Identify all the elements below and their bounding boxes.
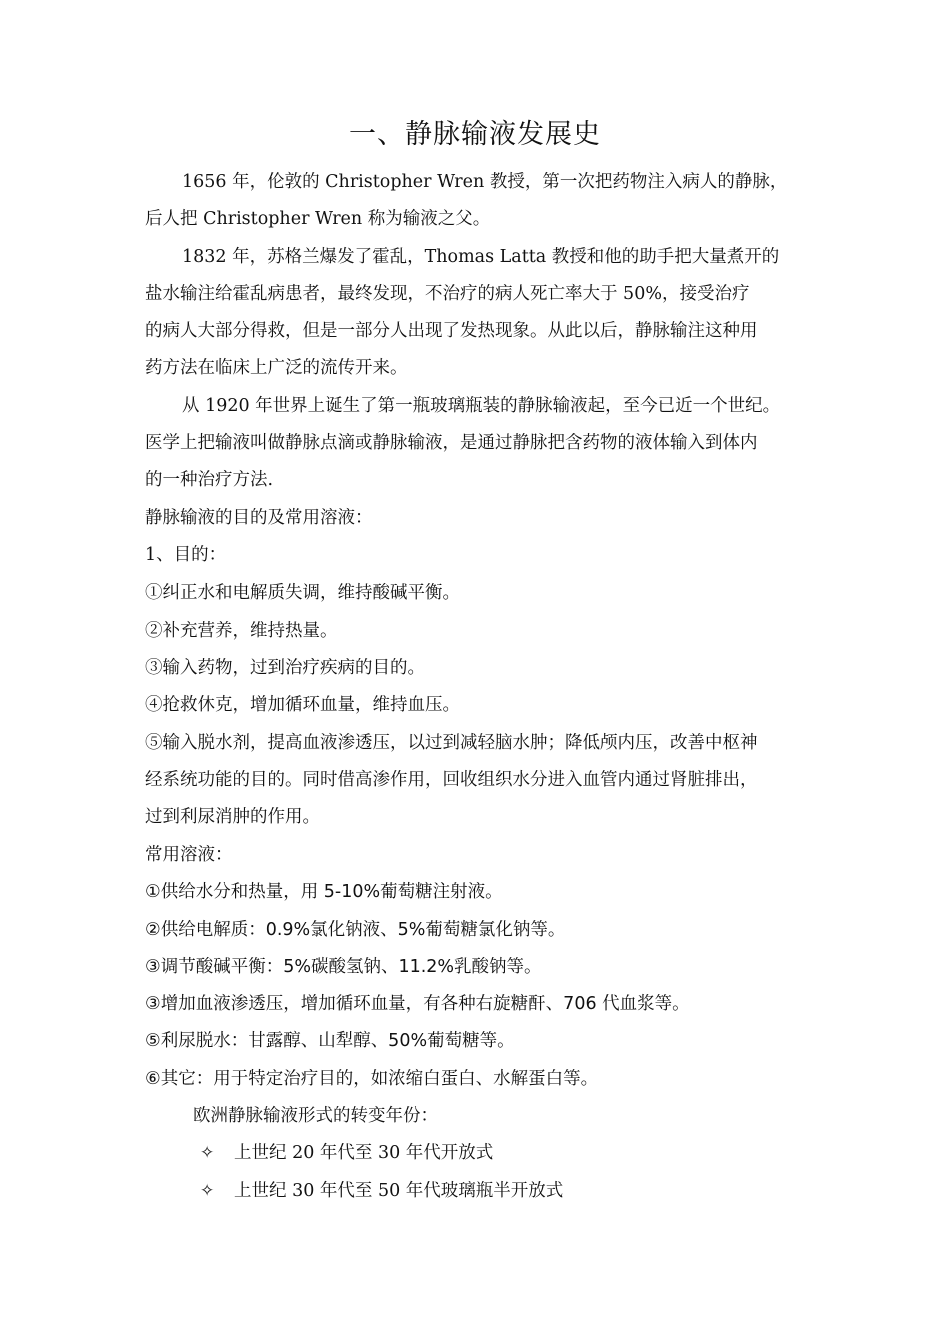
history-paragraph-1-line-2: 后人把 Christopher Wren 称为输液之父。: [145, 209, 491, 229]
purpose-item-5-line-2: 经系统功能的目的。同时借高渗作用，回收组织水分进入血管内通过肾脏排出，: [145, 770, 758, 790]
europe-list-item-1: [200, 1141, 493, 1165]
history-paragraph-2-line-2: 盐水输注给霍乱病患者，最终发现，不治疗的病人死亡率大于 50%，接受治疗: [145, 284, 750, 304]
europe-list-item-text: 上世纪 30 年代至 50 年代玻璃瓶半开放式: [234, 1181, 564, 1201]
diamond-star-icon: ✧: [200, 1181, 215, 1201]
purpose-heading: 静脉输液的目的及常用溶液：: [145, 508, 373, 528]
history-paragraph-1-line-1: 1656 年，伦敦的 Christopher Wren 教授，第一次把药物注入病人的静脉，: [182, 172, 788, 192]
history-paragraph-2-line-4: 药方法在临床上广泛的流传开来。: [145, 358, 408, 378]
page-title: 一、静脉输液发展史: [349, 119, 601, 150]
solution-item-3: ③调节酸碱平衡：5%碳酸氢钠、11.2%乳酸钠等。: [145, 957, 542, 977]
history-paragraph-2-line-3: 的病人大部分得救，但是一部分人出现了发热现象。从此以后，静脉输注这种用: [145, 321, 758, 341]
solution-item-5: ⑤利尿脱水：甘露醇、山犁醇、50%葡萄糖等。: [145, 1031, 515, 1051]
history-paragraph-2-line-1: 1832 年，苏格兰爆发了霍乱，Thomas Latta 教授和他的助手把大量煮开的: [182, 247, 780, 267]
purpose-item-5-line-1: ⑤输入脱水剂，提高血液渗透压，以过到减轻脑水肿；降低颅内压，改善中枢神: [145, 733, 758, 753]
europe-list-item-text: 上世纪 20 年代至 30 年代开放式: [234, 1143, 494, 1163]
solution-item-1: ①供给水分和热量，用 5-10%葡萄糖注射液。: [145, 882, 503, 902]
history-paragraph-3-line-1: 从 1920 年世界上诞生了第一瓶玻璃瓶装的静脉输液起，至今已近一个世纪。: [182, 396, 781, 416]
solution-item-2: ②供给电解质：0.9%氯化钠液、5%葡萄糖氯化钠等。: [145, 920, 566, 940]
history-paragraph-3-line-2: 医学上把输液叫做静脉点滴或静脉输液，是通过静脉把含药物的液体输入到体内: [145, 433, 758, 453]
purpose-item-1: ①纠正水和电解质失调，维持酸碱平衡。: [145, 583, 460, 603]
purpose-item-3: ③输入药物，过到治疗疾病的目的。: [145, 658, 425, 678]
diamond-star-icon: ✧: [200, 1143, 215, 1163]
purpose-item-2: ②补充营养，维持热量。: [145, 621, 338, 641]
solution-item-6: ⑥其它：用于特定治疗目的，如浓缩白蛋白、水解蛋白等。: [145, 1069, 599, 1089]
purpose-item-4: ④抢救休克，增加循环血量，维持血压。: [145, 695, 460, 715]
history-paragraph-3-line-3: 的一种治疗方法.: [145, 470, 274, 490]
europe-list-item-2: [200, 1179, 563, 1203]
purpose-item-5-line-3: 过到利尿消肿的作用。: [145, 807, 320, 827]
solution-item-4: ③增加血液渗透压，增加循环血量，有各种右旋糖酐、706 代血浆等。: [145, 994, 690, 1014]
purpose-subheading: 1、目的：: [145, 545, 227, 565]
solutions-heading: 常用溶液：: [145, 845, 233, 865]
europe-heading: 欧洲静脉输液形式的转变年份：: [193, 1106, 438, 1126]
